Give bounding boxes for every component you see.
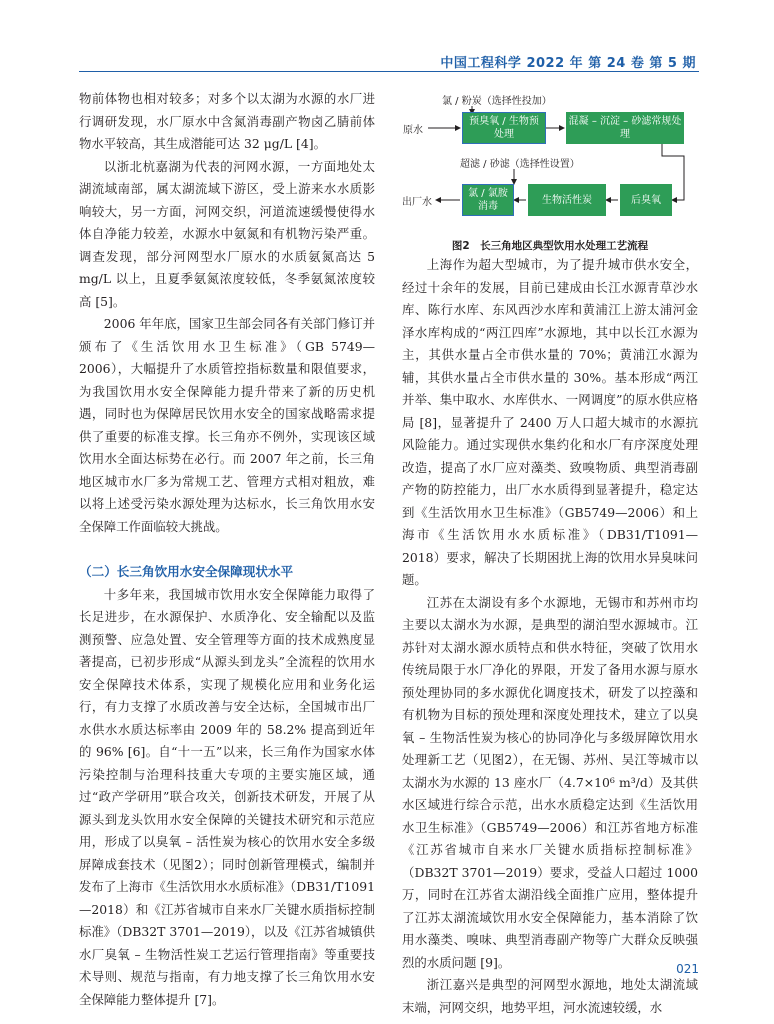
paragraph: 浙江嘉兴是典型的河网型水源地，地处太湖流域末端，河网交织，地势平坦，河水流速较缓，水 <box>402 977 698 1015</box>
page-number: 021 <box>676 962 699 976</box>
journal-header <box>440 52 696 71</box>
section-heading: （二）长三角饮用水安全保障现状水平 <box>79 564 294 579</box>
paragraph: 上海作为超大型城市，为了提升城市供水安全，经过十余年的发展，目前已建成由长江水源青草沙水库、陈行水库、东风西沙水库和黄浦江上游太浦河金泽水库构成的“两江四库”水源地，其中以长江水源为主，其供水量占全市供水量的 70%；黄浦江水源为辅，其供水量占全市供水量的 30%。基本形成“两江并举、集中取水、水库供水、一网调度”的原水供应格局 [8]，显著提升了 2400 万人口超大城市的水源抗风险能力。通过实现供水集约化和水厂有序深度处理改造，提高了水厂应对藻类、致嗅物质、典型消毒副产物的防控能力，出厂水水质得到显著提升，稳定达到《生活饮用水卫生标准》（GB5749—2006）和上海市《生活饮用水水质标准》（DB31/T1091—2018）要求，解决了长期困扰上海的饮用水异臭味问题。 <box>402 257 698 587</box>
box-pre-treatment: 预臭氧 / 生物预处理 <box>462 112 546 144</box>
paragraph: 十多年来，我国城市饮用水安全保障能力取得了长足进步，在水源保护、水质净化、安全输配以及监测预警、应急处置、安全管理等方面的技术成熟度显著提高，已初步形成“从源头到龙头”全流程的饮用水安全保障技术体系，实现了规模化应用和业务化运行，有力支撑了水质改善与安全达标，全国城市出厂水供水水质达标率由 2009 年的 58.2% 提高到近年的 96% [6]。自“十一五”以来，长三角作为国家水体污染控制与治理科技重大专项的主要实施区域，通过“政产学研用”联合攻关，创新技术研发，开展了从源头到龙头饮用水安全保障的关键技术研究和示范应用，形成了以臭氧 – 活性炭为核心的饮用水安全多级屏障成套技术（见图2）；同时创新管理模式，编制并发布了上海市《生活饮用水水质标准》（DB31/T1091—2018）和《江苏省城市自来水厂关键水质指标控制标准》（DB32T 3701—2019），以及《江苏省城镇供水厂臭氧 – 生物活性炭工艺运行管理指南》等重要技术导则、规范与指南，有力地支撑了长三角饮用水安全保障能力整体提升 [7]。 <box>79 586 375 1007</box>
paragraph: 以浙北杭嘉湖为代表的河网水源，一方面地处太湖流域南部，属太湖流域下游区，受上游来水水质影响较大，另一方面，河网交织，河道流速缓慢使得水体自净能力较差，水源水中氨氮和有机物污染严重。调查发现，部分河网型水厂原水的水质氨氮高达 5 mg/L 以上，且夏季氨氮浓度较低，冬季氨氮浓度较高 [5]。 <box>79 158 375 309</box>
box-disinfection: 氯 / 氯胺消毒 <box>462 184 514 216</box>
paragraph: 2006 年年底，国家卫生部会同各有关部门修订并颁布了《生活饮用水卫生标准》（GB 5749—2006），大幅提升了水质管控指标数量和限值要求，为我国饮用水安全保障能力提升带来了新的历史机遇，同时也为保障居民饮用水安全的国家战略需求提供了重要的标准支撑。长三角亦不例外，实现该区域饮用水全面达标势在必行。而 2007 年之前，长三角地区城市水厂多为常规工艺、管理方式相对粗放，难以将上述受污染水源处理为达标水，长三角饮用水安全保障工作面临较大挑战。 <box>79 316 375 534</box>
paragraph: 物前体物也相对较多；对多个以太湖为水源的水厂进行调研发现，水厂原水中含氮消毒副产物卤乙腈前体物水平较高，其生成潜能可达 32 μg/L [4]。 <box>79 91 375 151</box>
figure-caption: 图2 长三角地区典型饮用水处理工艺流程 <box>451 240 649 252</box>
dose-label: 氯 / 粉炭（选择性投加） <box>442 96 552 107</box>
journal-issue: 第 5 期 <box>649 56 696 71</box>
box-conventional: 混凝 – 沉淀 – 砂滤常规处理 <box>566 112 684 144</box>
box-bac: 生物活性炭 <box>528 184 606 216</box>
box-post-ozone: 后臭氧 <box>620 184 672 216</box>
journal-year: 2022 年 <box>526 56 584 71</box>
journal-name: 中国工程科学 <box>440 56 522 71</box>
header-rule <box>79 71 699 72</box>
raw-water-label: 原水 <box>403 125 423 136</box>
process-flow-figure <box>402 88 698 252</box>
paragraph: 江苏在太湖设有多个水源地，无锡市和苏州市均主要以太湖水为水源，是典型的湖泊型水源城市。江苏针对太湖水源水质特点和供水特征，突破了饮用水传统局限于水厂净化的界限，开发了备用水源与原水预处理协同的多水源优化调度技术，研发了以控藻和有机物为目标的预处理和深度处理技术，建立了以臭氧 – 生物活性炭为核心的协同净化与多级屏障饮用水处理新工艺（见图2），在无锡、苏州、吴江等城市以太湖水为水源的 13 座水厂（4.7×10⁶ m³/d）及其供水区域进行综合示范，出水水质稳定达到《生活饮用水卫生标准》（GB5749—2006）和江苏省地方标准《江苏省城市自来水厂关键水质指标控制标准》（DB32T 3701—2019）要求，受益人口超过 1000 万，同时在江苏省太湖沿线全面推广应用，整体提升了江苏太湖流域饮用水安全保障能力，基本消除了饮用水藻类、嗅味、典型消毒副产物等广大群众反映强烈的水质问题 [9]。 <box>402 594 698 970</box>
journal-volume: 第 24 卷 <box>588 56 645 71</box>
left-column <box>79 88 375 1011</box>
outlet-water-label: 出厂水 <box>402 197 432 208</box>
right-column <box>402 254 698 1019</box>
filter-label: 超滤 / 砂滤（选择性设置） <box>460 159 580 170</box>
